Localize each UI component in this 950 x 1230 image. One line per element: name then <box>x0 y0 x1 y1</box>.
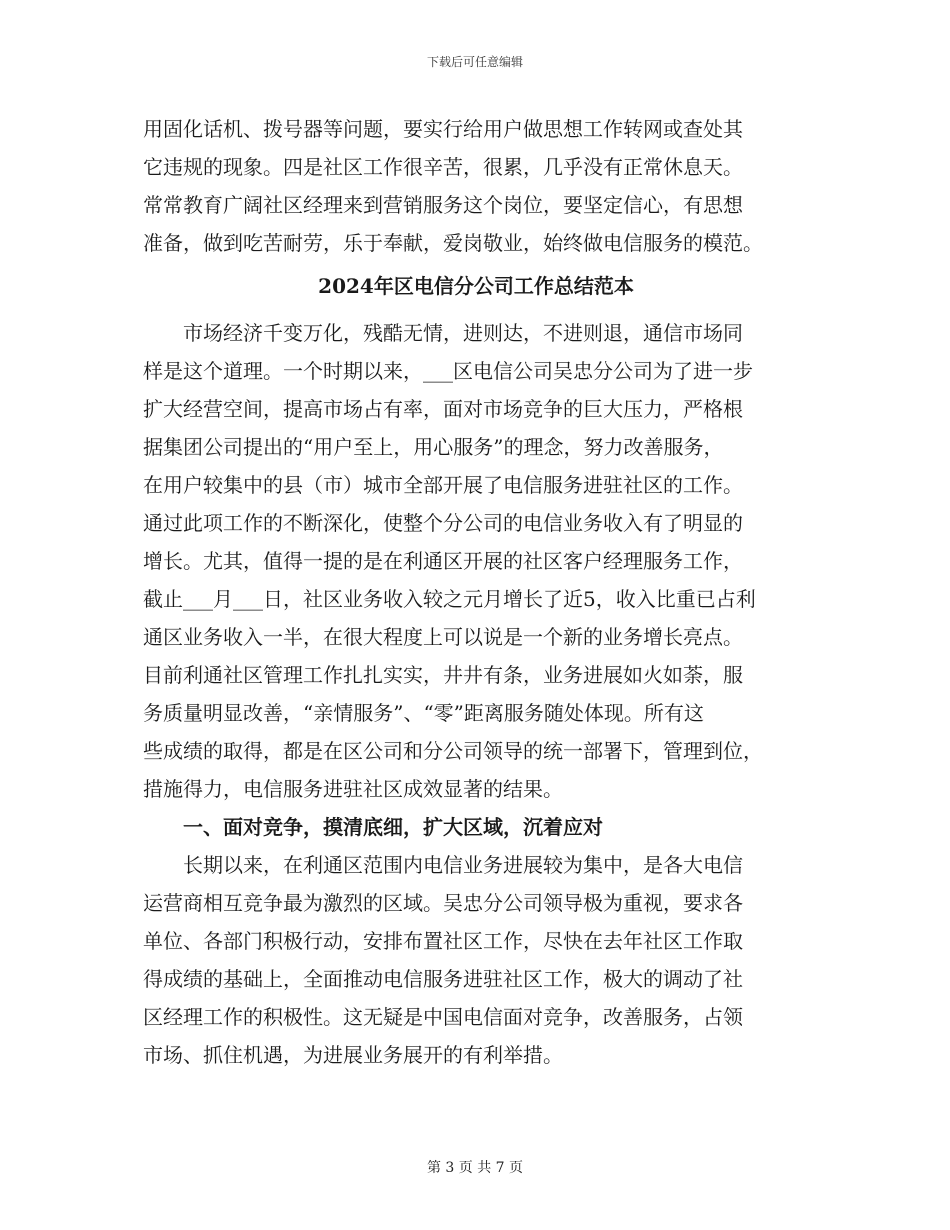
paragraph-line: 得成绩的基础上，全面推动电信服务进驻社区工作，极大的调动了社 <box>143 967 743 991</box>
intro-line: 常常教育广阔社区经理来到营销服务这个岗位，要坚定信心，有思想 <box>143 193 743 217</box>
paragraph-line: 通区业务收入一半，在很大程度上可以说是一个新的业务增长亮点。 <box>143 625 743 649</box>
paragraph-line: 市场、抓住机遇，为进展业务展开的有利举措。 <box>143 1043 563 1067</box>
paragraph-line: 些成绩的取得，都是在区公司和分公司领导的统一部署下，管理到位， <box>143 739 763 763</box>
document-title: 2024年区电信分公司工作总结范本 <box>318 274 634 298</box>
header-note: 下载后可任意编辑 <box>426 55 523 69</box>
intro-line: 它违规的现象。四是社区工作很辛苦，很累，几乎没有正常休息天。 <box>143 155 743 179</box>
paragraph-line: 目前利通社区管理工作扎扎实实，井井有条，业务进展如火如荼，服 <box>143 663 743 687</box>
paragraph-line: 增长。尤其，值得一提的是在利通区开展的社区客户经理服务工作， <box>143 549 743 573</box>
paragraph-line: 务质量明显改善，“亲情服务”、“零”距离服务随处体现。所有这 <box>143 701 704 725</box>
document-body <box>143 110 809 1074</box>
paragraph-line: 据集团公司提出的“用户至上，用心服务”的理念，努力改善服务， <box>143 435 724 459</box>
paragraph-line: 长期以来，在利通区范围内电信业务进展较为集中，是各大电信 <box>183 853 743 877</box>
paragraph-line: 扩大经营空间，提高市场占有率，面对市场竞争的巨大压力，严格根 <box>143 397 743 421</box>
paragraph-line: 区经理工作的积极性。这无疑是中国电信面对竞争，改善服务，占领 <box>143 1005 743 1029</box>
section-heading: 一、面对竞争，摸清底细，扩大区域，沉着应对 <box>183 815 603 839</box>
paragraph-line: 在用户较集中的县（市）城市全部开展了电信服务进驻社区的工作。 <box>143 473 743 497</box>
paragraph-line: 通过此项工作的不断深化，使整个分公司的电信业务收入有了明显的 <box>143 511 743 535</box>
page-indicator: 第 3 页 共 7 页 <box>426 1160 524 1176</box>
paragraph-line: 运营商相互竞争最为激烈的区域。吴忠分公司领导极为重视，要求各 <box>143 891 743 915</box>
paragraph-line: 样是这个道理。一个时期以来，___区电信公司吴忠分公司为了进一步 <box>143 359 753 383</box>
paragraph-line: 市场经济千变万化，残酷无情，进则达，不进则退，通信市场同 <box>183 321 743 345</box>
paragraph-line: 截止___月___日，社区业务收入较之元月增长了近5，收入比重已占利 <box>143 587 756 611</box>
intro-line: 用固化话机、拨号器等问题，要实行给用户做思想工作转网或查处其 <box>143 117 743 141</box>
paragraph-line: 措施得力，电信服务进驻社区成效显著的结果。 <box>143 777 563 801</box>
paragraph-line: 单位、各部门积极行动，安排布置社区工作，尽快在去年社区工作取 <box>143 929 743 953</box>
intro-line: 准备，做到吃苦耐劳，乐于奉献，爱岗敬业，始终做电信服务的模范。 <box>143 231 763 255</box>
